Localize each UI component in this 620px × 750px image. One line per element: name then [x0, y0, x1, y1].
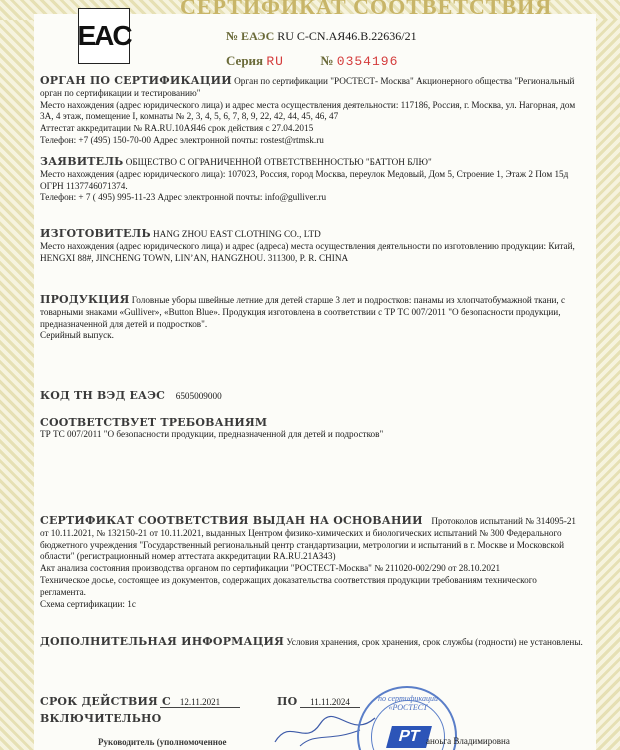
signatory-name: [426, 736, 510, 746]
organ-section: [40, 75, 585, 147]
rostest-logo-icon: РТ: [386, 726, 432, 748]
additional-info-value: Условия хранения, срок хранения, срок службы (годности) не установлены.: [286, 637, 583, 647]
product-description: Головные уборы швейные летние для детей старше 3 лет и подростков: панамы из хлопчатобумажной ткани, с товарными знаками «Gulliver», «Button Blue». Продукция изготовлена в соответствии с ТР ТС 007/2011 "О безопасности продукции, предназначенной для детей и подростков".: [40, 295, 566, 329]
organ-name: Орган по сертификации "РОСТЕСТ- Москва" Акционерного общества "Региональный орган по сертификации и тестированию": [40, 76, 575, 98]
validity-from-date: 12.11.2021: [160, 697, 240, 708]
signatory-name-prefix: ано: [426, 736, 440, 746]
applicant-section: [40, 156, 585, 204]
certificate-title: СЕРТИФИКАТ СООТВЕТСТВИЯ: [180, 0, 553, 19]
manufacturer-section: [40, 228, 585, 264]
signatory-role: Руководитель (уполномоченное: [98, 737, 227, 747]
left-ornament-border: [0, 0, 34, 750]
product-section: [40, 294, 585, 342]
basis-protocols: Протоколов испытаний № 314095-21 от 10.11.2021, № 132150-21 от 10.11.2021, выданных Центром физико-химических и биологических испытаний № 300 Федерального бюджетного учреждения "Государственный региональный центр стандартизации, метрологии и испытаний в г. Москве и Московской области" (регистрационный номер аттестата аккредитации RA.RU.21АЗ43): [40, 516, 577, 562]
eac-mark-icon: EAC: [78, 8, 130, 64]
tnved-code: 6505009000: [175, 391, 222, 401]
tnved-section: [40, 390, 585, 403]
validity-from-heading: СРОК ДЕЙСТВИЯ С: [40, 695, 171, 708]
right-ornament-border: [596, 0, 620, 750]
basis-production-analysis: Акт анализа состояния производства органом по сертификации "РОСТЕСТ-Москва" № 211020-002/290 от 28.10.2021: [40, 563, 501, 574]
organ-accreditation: Аттестат аккредитации № RA.RU.10АЯ46 срок действия с 27.04.2015: [40, 123, 314, 134]
validity-to-date: 11.11.2024: [300, 697, 360, 708]
additional-info-section: [40, 636, 585, 649]
series-label: Серия: [226, 53, 264, 68]
applicant-contacts: Телефон: + 7 ( 495) 995-11-23 Адрес электронной почты: info@gulliver.ru: [40, 192, 327, 203]
product-production-type: Серийный выпуск.: [40, 330, 114, 341]
additional-info-heading: ДОПОЛНИТЕЛЬНАЯ ИНФОРМАЦИЯ: [40, 635, 285, 648]
stamp-ring-text: по сертификации «РОСТЕСТ: [378, 694, 438, 712]
organ-heading: ОРГАН ПО СЕРТИФИКАЦИИ: [40, 74, 232, 87]
reg-number-label: № ЕАЭС: [226, 29, 275, 43]
reg-number-value: RU С-CN.АЯ46.В.22636/21: [277, 29, 417, 43]
requirements-section: [40, 417, 585, 441]
organ-contacts: Телефон: +7 (495) 150-70-00 Адрес электронной почты: rostest@rtmsk.ru: [40, 134, 324, 145]
applicant-address: Место нахождения (адрес юридического лица): 107023, Россия, город Москва, переулок Медовый, Дом 5, Строение 1, Этаж 2 Пом 15д: [40, 168, 569, 179]
manufacturer-heading: ИЗГОТОВИТЕЛЬ: [40, 227, 151, 240]
series-value: RU: [266, 54, 284, 69]
applicant-heading: ЗАЯВИТЕЛЬ: [40, 155, 124, 168]
basis-technical-file: Техническое досье, состоящее из документов, содержащих доказательства соответствия продукции требованиям технического регламента.: [40, 574, 537, 597]
validity-to-label: ПО: [277, 695, 298, 708]
organ-address: Место нахождения (адрес юридического лица) и адрес места осуществления деятельности: 117186, Россия, г. Москва, ул. Нагорная, дом 3А, 4 этаж, помещение I, комнаты № 2, 3, 4, 5, 6, 7, 8, 9, 22, 42, 44, 45, 46, 47: [40, 99, 576, 122]
validity-inclusive-heading: ВКЛЮЧИТЕЛЬНО: [40, 712, 162, 725]
registration-number-line: [226, 29, 417, 44]
requirements-heading: СООТВЕТСТВУЕТ ТРЕБОВАНИЯМ: [40, 416, 268, 429]
basis-section: [40, 515, 585, 610]
series-line: [226, 53, 398, 69]
basis-heading: СЕРТИФИКАТ СООТВЕТСТВИЯ ВЫДАН НА ОСНОВАНИИ: [40, 514, 423, 527]
form-number-label: №: [320, 53, 334, 68]
signatory-name-rest: ьга Владимировна: [439, 736, 510, 746]
manufacturer-address: Место нахождения (адрес юридического лица) и адрес (адреса) места осуществления деятельности по изготовлению продукции: Китай, HENGXI 88#, JINCHENG TOWN, LIN’AN, HANGZHOU. 311300, P. R. CHINA: [40, 240, 575, 263]
requirements-value: ТР ТС 007/2011 "О безопасности продукции, предназначенной для детей и подростков": [40, 428, 384, 439]
applicant-name: ОБЩЕСТВО С ОГРАНИЧЕННОЙ ОТВЕТСТВЕННОСТЬЮ "БАТТОН БЛЮ": [125, 157, 432, 167]
basis-scheme: Схема сертификации: 1с: [40, 598, 136, 609]
product-heading: ПРОДУКЦИЯ: [40, 293, 130, 306]
tnved-heading: КОД ТН ВЭД ЕАЭС: [40, 389, 166, 402]
form-number-value: 0354196: [336, 54, 399, 69]
manufacturer-name: HANG ZHOU EAST CLOTHING CO., LTD: [153, 229, 321, 239]
applicant-ogrn: ОГРН 1137746071374.: [40, 180, 128, 191]
